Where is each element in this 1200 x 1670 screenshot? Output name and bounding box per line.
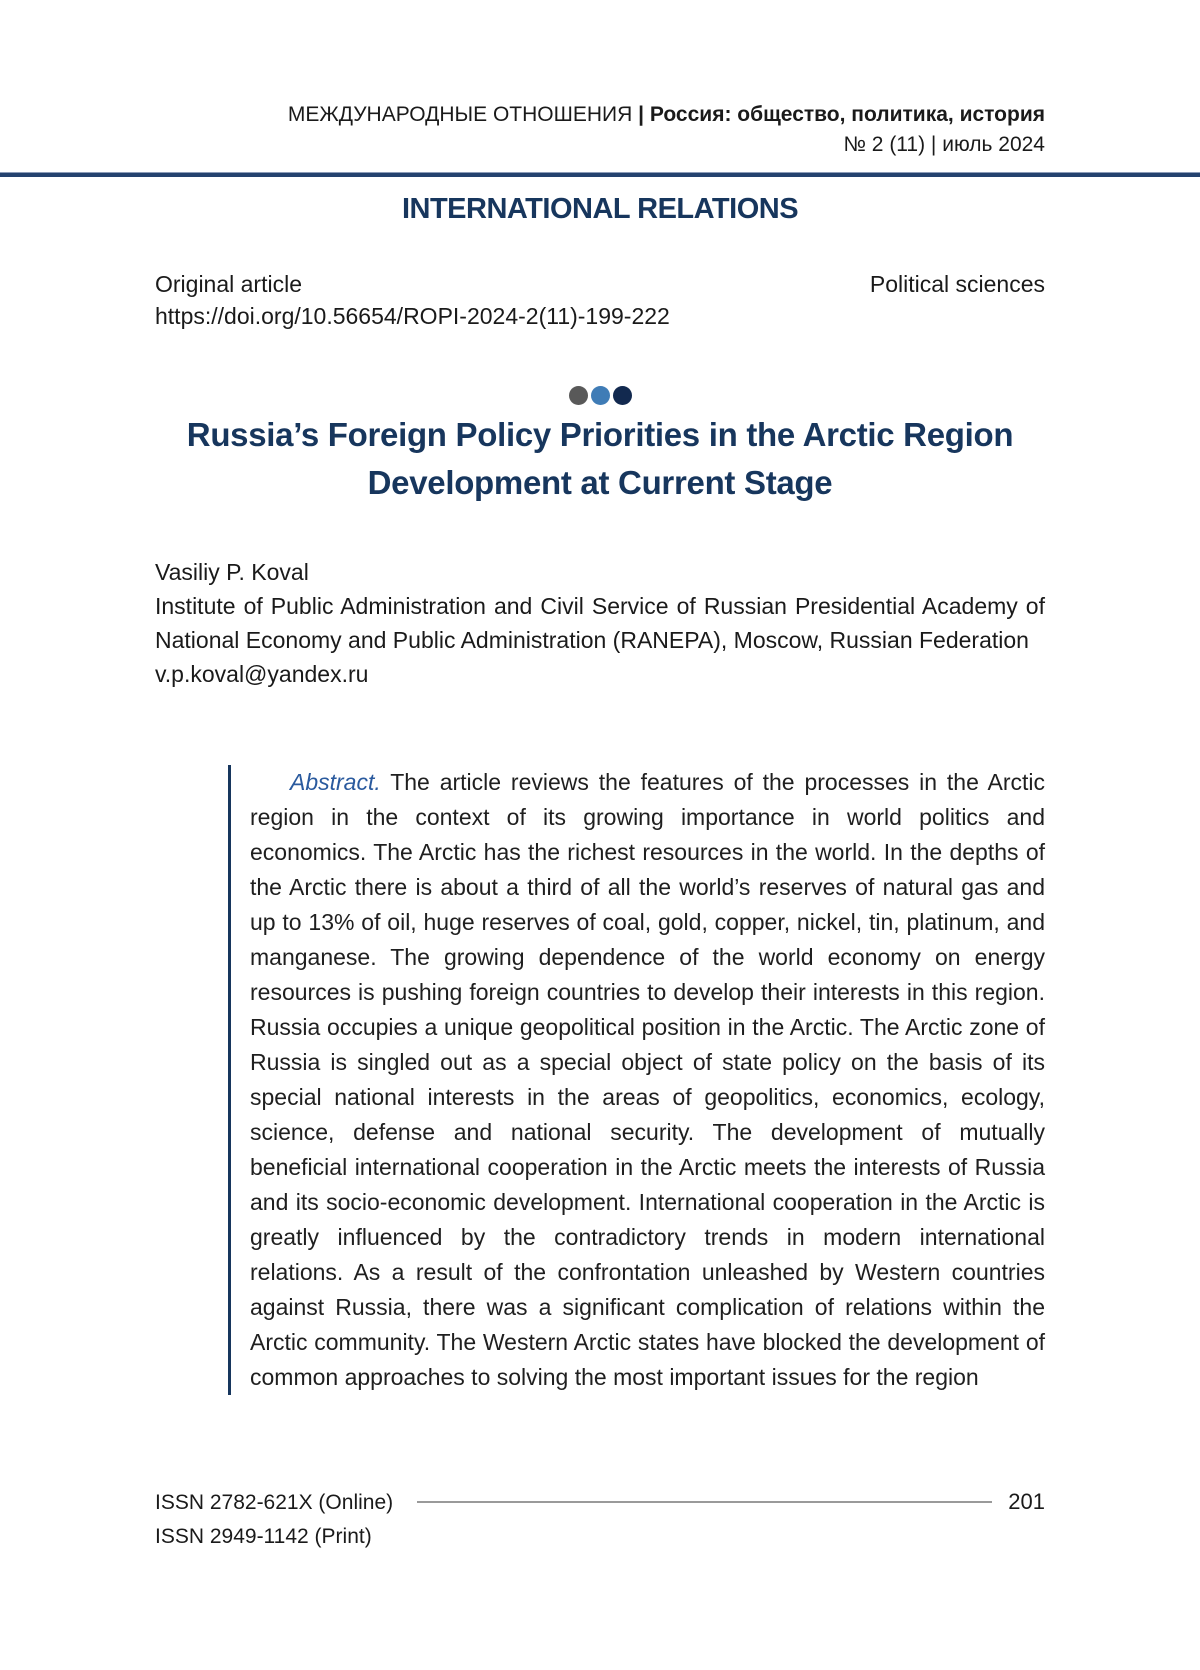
header-divider: [0, 172, 1200, 177]
abstract-label: Abstract.: [290, 769, 381, 795]
abstract-block: [228, 765, 1045, 1395]
dot-navy-icon: [613, 386, 632, 405]
doi-link[interactable]: https://doi.org/10.56654/ROPI-2024-2(11)-199-222: [155, 303, 670, 329]
article-title: [155, 411, 1045, 507]
article-field-label: Political sciences: [869, 271, 1045, 297]
page-number: 201: [1008, 1489, 1045, 1514]
page-content: [0, 268, 1200, 1395]
journal-name: Россия: общество, политика, история: [649, 103, 1045, 126]
footer-divider: [417, 1501, 992, 1503]
article-title-line2: Development at Current Stage: [367, 464, 833, 501]
journal-header-line1: [155, 100, 1045, 130]
author-block: [155, 555, 1045, 691]
header-separator: |: [638, 103, 645, 126]
article-meta-row: [155, 268, 1045, 300]
author-email[interactable]: v.p.koval@yandex.ru: [155, 661, 369, 687]
abstract-paragraph: [250, 765, 1045, 1395]
dot-blue-icon: [591, 386, 610, 405]
journal-section-name: МЕЖДУНАРОДНЫЕ ОТНОШЕНИЯ: [287, 103, 633, 126]
article-title-line1: Russia’s Foreign Policy Priorities in the Arctic Region: [186, 416, 1014, 453]
page-footer: [155, 1486, 1045, 1554]
dot-gray-icon: [569, 386, 588, 405]
article-type-label: Original article: [155, 271, 302, 297]
issn-online: ISSN 2782-621X (Online): [155, 1491, 394, 1514]
issue-info: № 2 (11) | июль 2024: [843, 133, 1045, 156]
abstract-body-text: The article reviews the features of the processes in the Arctic region in the context of its growing importance in world politics and economics. The Arctic has the richest resources in the world. In the depths of the Arctic there is about a third of all the world’s reserves of natural gas and up to 13% of oil, huge reserves of coal, gold, copper, nickel, tin, platinum, and manganese. The growing dependence of the world economy on energy resources is pushing foreign countries to develop their interests in this region. Russia occupies a unique geopolitical position in the Arctic. The Arctic zone of Russia is singled out as a special object of state policy on the basis of its special national interests in the areas of geopolitics, economics, ecology, science, defense and national security. The development of mutually beneficial international cooperation in the Arctic meets the interests of Russia and its socio-economic development. International cooperation in the Arctic is greatly influenced by the contradictory trends in modern international relations. As a result of the confrontation unleashed by Western countries against Russia, there was a significant complication of relations within the Arctic community. The Western Arctic states have blocked the development of common approaches to solving the most important issues for the region: [250, 769, 1045, 1390]
issn-print: ISSN 2949-1142 (Print): [155, 1525, 372, 1548]
journal-header: [0, 0, 1200, 160]
author-name: Vasiliy P. Koval: [155, 559, 309, 585]
issn-block: [155, 1486, 393, 1554]
decorative-dots: [155, 386, 1045, 405]
author-affiliation: Institute of Public Administration and Civil Service of Russian Presidential Academy of National Economy and Public Administration (RANEPA), Moscow, Russian Federation: [155, 593, 1045, 653]
section-heading: INTERNATIONAL RELATIONS: [401, 193, 799, 225]
